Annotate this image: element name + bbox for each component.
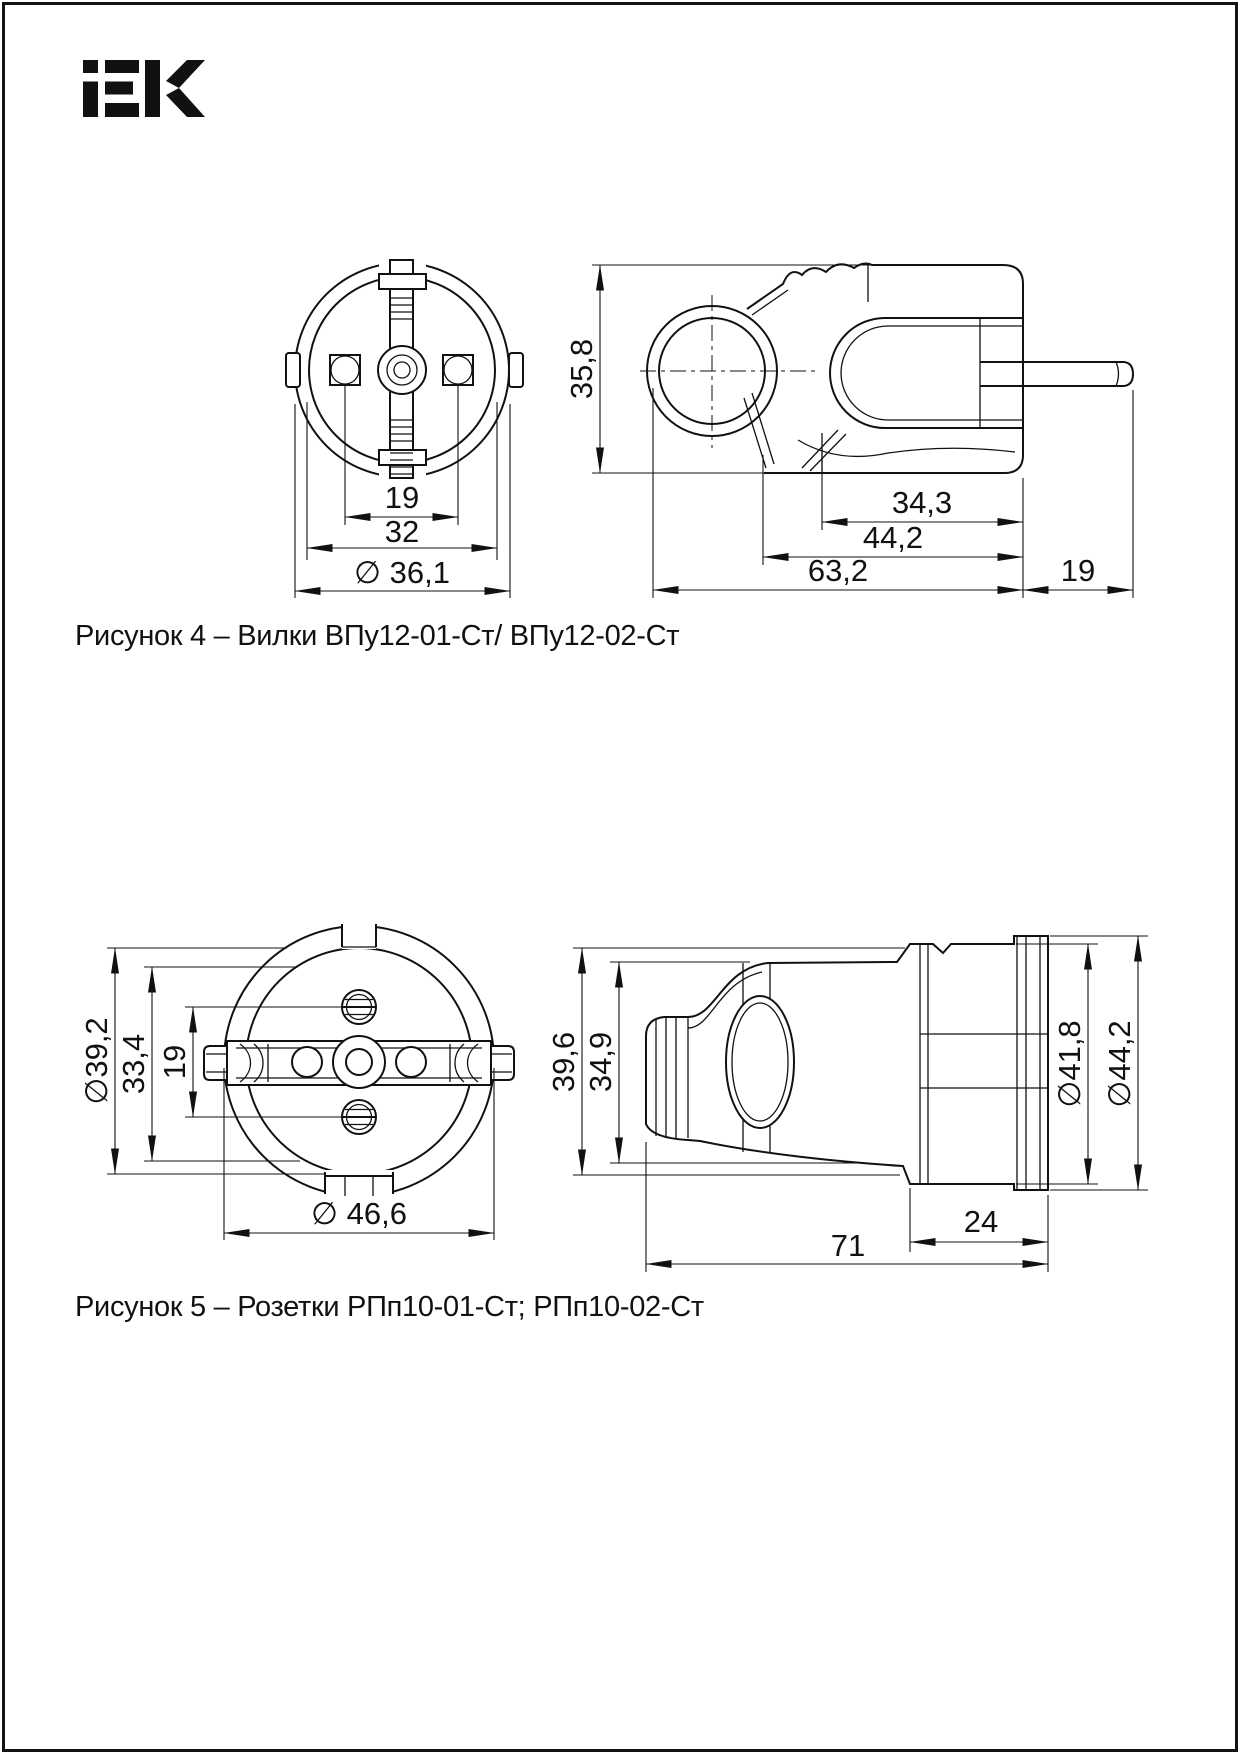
dim-fig5-side-mouth-length: 24 (963, 1204, 999, 1239)
dim-fig5-side-face-diameter: ∅44,2 (1102, 1020, 1137, 1108)
side-oval-detail (726, 996, 794, 1128)
figure5-side-dimensions (546, 936, 1148, 1272)
figure5-side-view (646, 936, 1048, 1190)
plug-pin (980, 362, 1133, 386)
figure4-caption: Рисунок 4 – Вилки ВПу12-01-Ст/ ВПу12-02-Ст (75, 620, 680, 652)
left-ear-tab (286, 353, 300, 387)
dim-fig5-front-inner-diameter: ∅39,2 (79, 1017, 114, 1105)
dim-fig4-side-mid-length: 44,2 (862, 520, 924, 555)
figure5-front-view (204, 921, 514, 1199)
dim-fig5-front-outer-diameter: ∅ 46,6 (311, 1196, 407, 1231)
plug-recess (830, 318, 1023, 428)
left-contact-hole (292, 1047, 322, 1077)
center-hub (378, 346, 426, 394)
bottom-screw (342, 1100, 376, 1134)
dim-fig5-side-mouth-diameter: ∅41,8 (1052, 1020, 1087, 1108)
dim-fig4-front-pins-distance: 19 (384, 480, 420, 515)
center-hole-boss (333, 1036, 385, 1088)
mouth-details (920, 936, 1048, 1190)
figure4-side-dimensions (564, 265, 1133, 598)
left-pin-seat (330, 355, 360, 385)
figure5-caption: Рисунок 5 – Розетки РПп10-01-Ст; РПп10-02-Ст (75, 1291, 704, 1323)
dim-fig5-front-screws-distance: 19 (157, 1044, 192, 1080)
dim-fig5-front-window-height: 33,4 (116, 1033, 151, 1095)
dim-fig4-side-pin-length: 19 (1060, 553, 1096, 588)
dim-fig5-side-body-height: 34,9 (583, 1031, 618, 1093)
dim-fig4-front-body-width: 32 (384, 514, 420, 549)
right-pin-seat (443, 355, 473, 385)
dim-fig4-side-latch-length: 34,3 (891, 485, 953, 520)
right-ear-tab (509, 353, 523, 387)
dim-fig4-side-height: 35,8 (564, 338, 599, 400)
figure4-front-view (286, 250, 523, 480)
dim-fig5-side-total-length: 71 (830, 1228, 866, 1263)
top-screw (342, 990, 376, 1024)
cable-bell-ridges (656, 1017, 688, 1138)
dim-fig5-side-total-height: 39,6 (546, 1031, 581, 1093)
dim-fig4-side-body-length: 63,2 (807, 553, 869, 588)
figure4-side-view (640, 264, 1133, 473)
right-contact-hole (396, 1047, 426, 1077)
dim-fig4-front-outer-diameter: ∅ 36,1 (354, 555, 450, 590)
